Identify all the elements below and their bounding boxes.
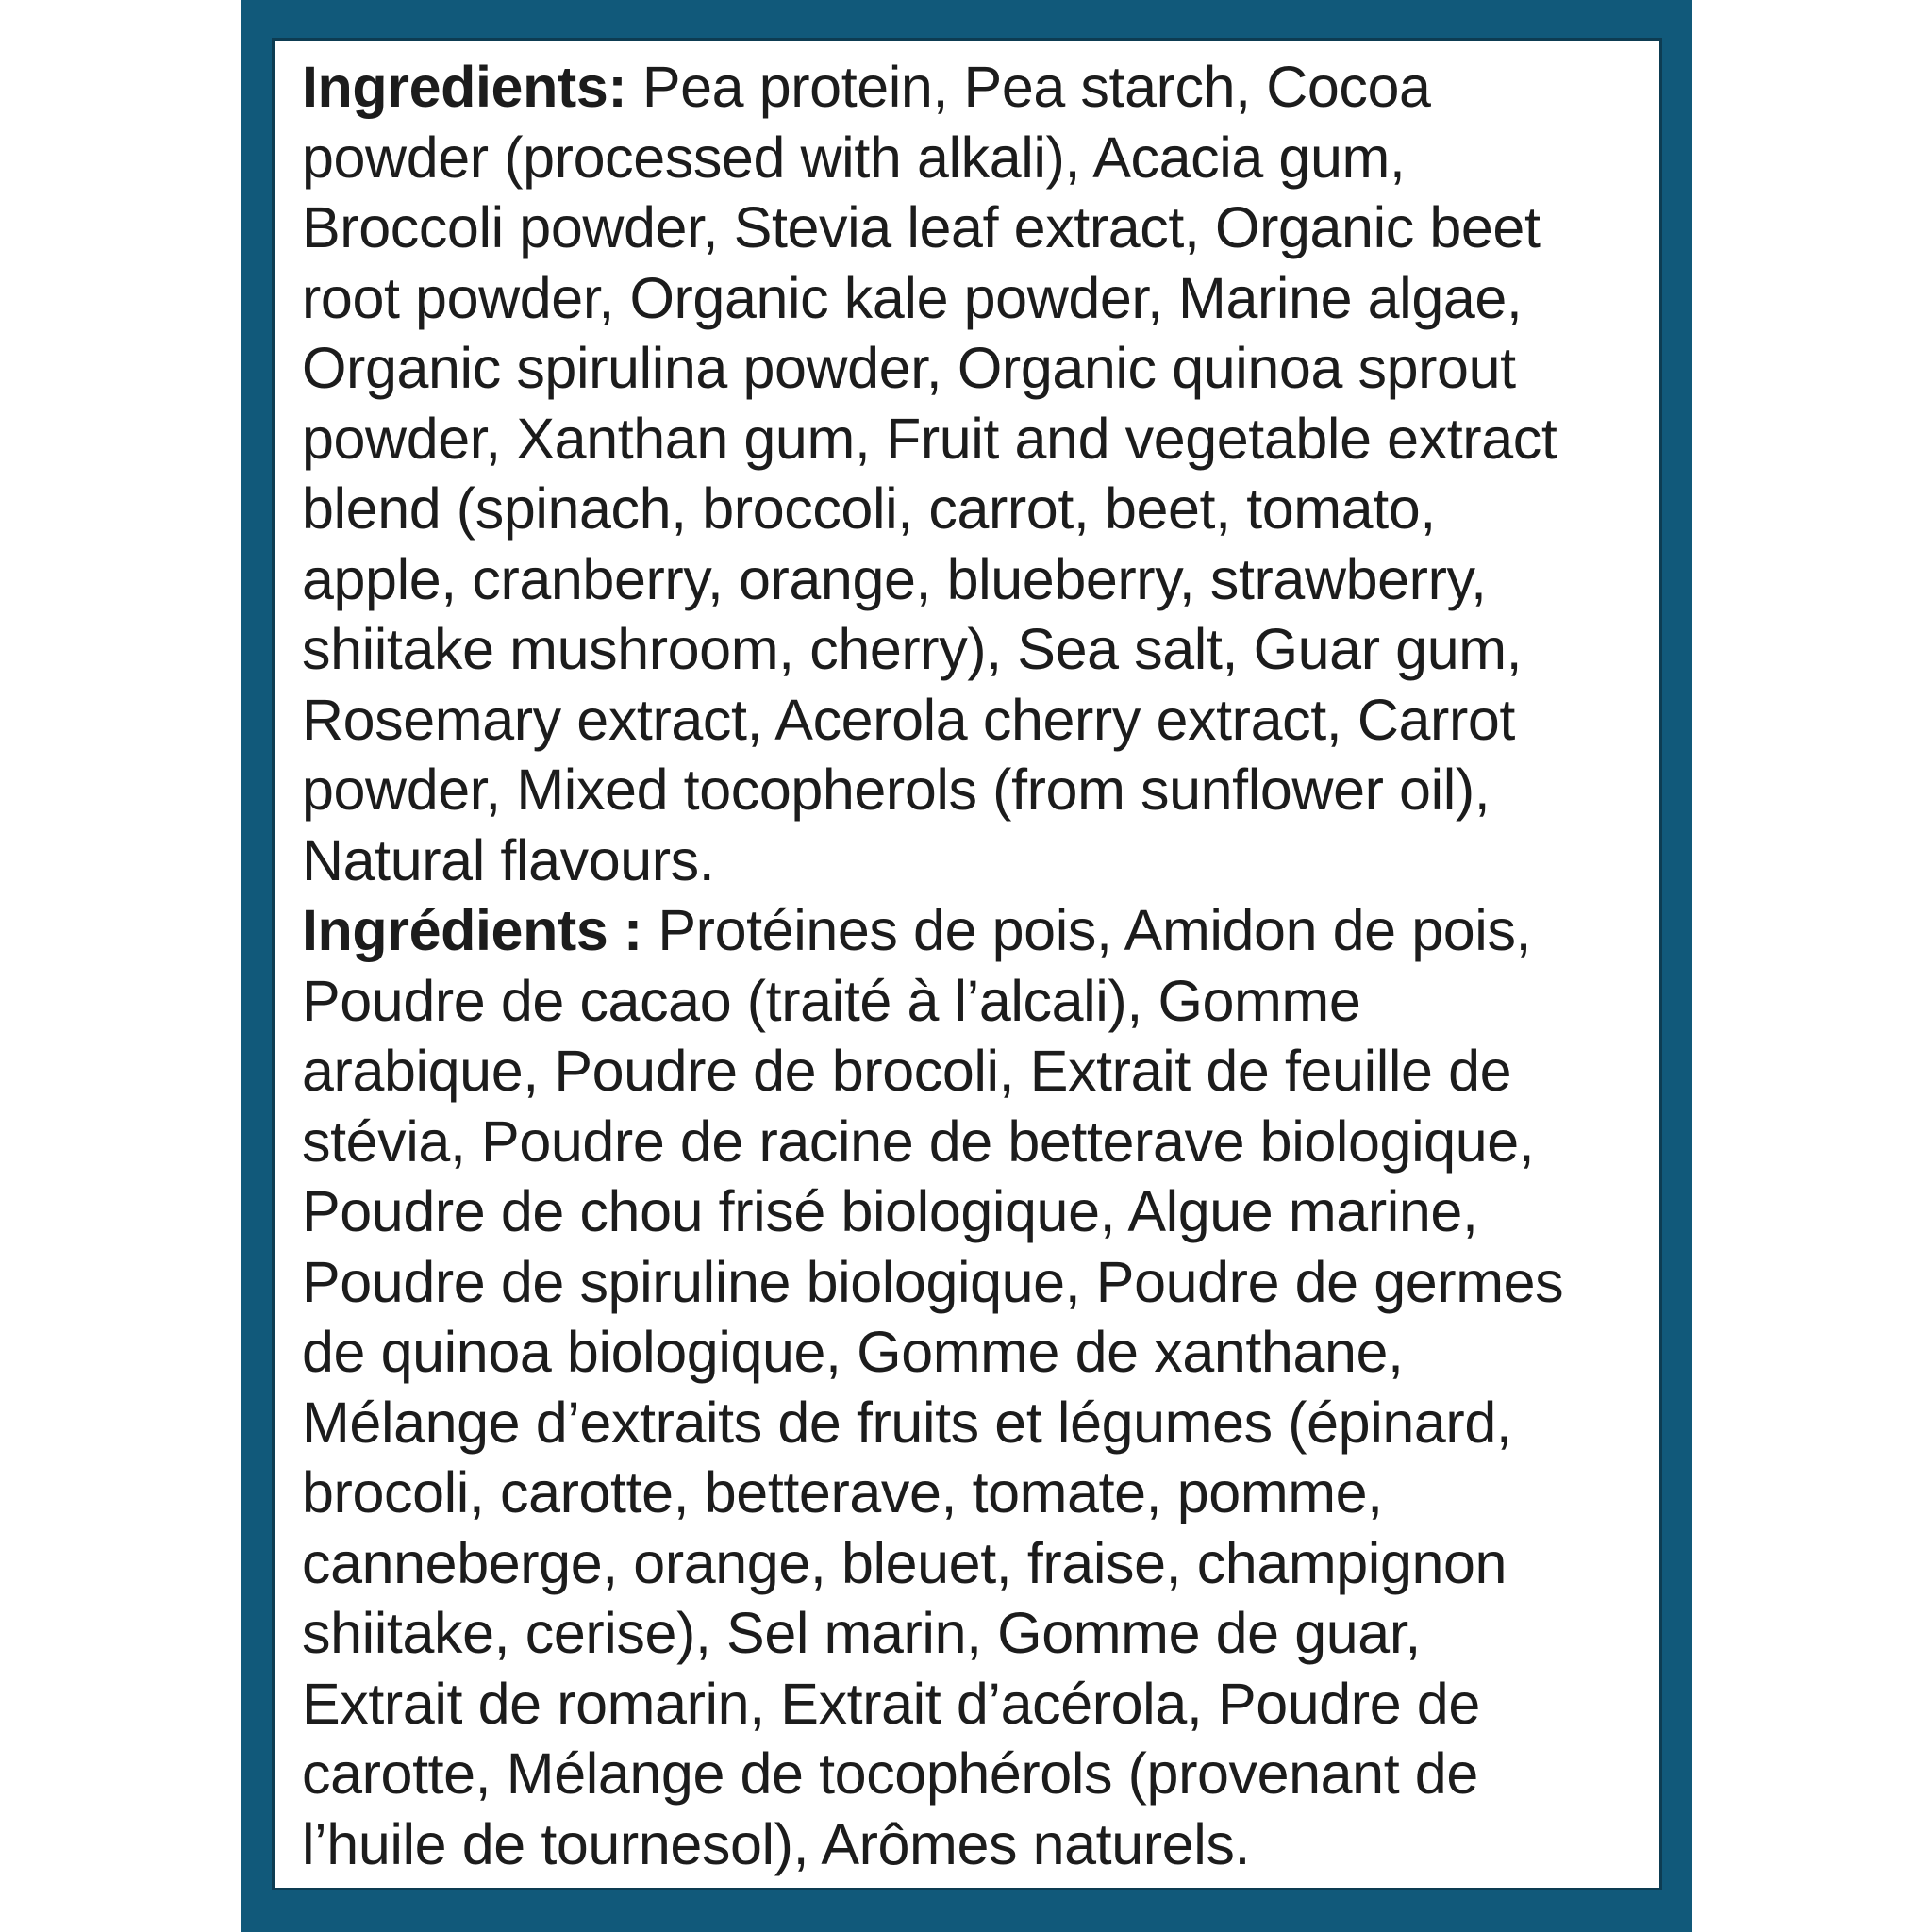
french-ingredients-line: Poudre de cacao (traité à l’alcali), Gomme — [302, 968, 1361, 1033]
english-ingredients-line: Natural flavours. — [302, 827, 715, 892]
english-ingredients-line: apple, cranberry, orange, blueberry, strawberry, — [302, 546, 1487, 611]
english-ingredients-line: blend (spinach, broccoli, carrot, beet, tomato, — [302, 476, 1436, 541]
english-first-line — [302, 52, 1651, 123]
english-ingredients-line: powder, Xanthan gum, Fruit and vegetable extract — [302, 406, 1557, 471]
english-ingredients-line: powder (processed with alkali), Acacia gum, — [302, 125, 1406, 190]
english-ingredients-line: powder, Mixed tocopherols (from sunflower oil), — [302, 758, 1491, 822]
french-ingredients-line: l’huile de tournesol), Arômes naturels. — [302, 1811, 1250, 1876]
french-ingredients-line: stévia, Poudre de racine de betterave biologique, — [302, 1108, 1535, 1174]
french-ingredients-line: Mélange d’extraits de fruits et légumes (épinard, — [302, 1390, 1512, 1455]
english-ingredients-line: Broccoli powder, Stevia leaf extract, Organic beet — [302, 195, 1541, 259]
french-ingredients-line: Poudre de chou frisé biologique, Algue marine, — [302, 1179, 1478, 1243]
french-ingredients-line: shiitake, cerise), Sel marin, Gomme de guar, — [302, 1601, 1421, 1665]
ingredients-label-frame — [242, 0, 1692, 1932]
english-ingredients-line: Rosemary extract, Acerola cherry extract, Carrot — [302, 687, 1515, 752]
french-ingredients-line: Extrait de romarin, Extrait d’acérola, Poudre de — [302, 1671, 1480, 1736]
french-ingredients-line: Poudre de spiruline biologique, Poudre de germes — [302, 1249, 1564, 1314]
ingredients-label-panel — [272, 38, 1662, 1890]
english-ingredients-line: root powder, Organic kale powder, Marine algae, — [302, 265, 1523, 330]
french-ingredients-line: Protéines de pois, Amidon de pois, — [641, 898, 1532, 962]
english-ingredients-heading: Ingredients: — [302, 55, 627, 119]
french-ingredients-heading: Ingrédients : — [302, 898, 642, 962]
english-ingredients-line: shiitake mushroom, cherry), Sea salt, Guar gum, — [302, 617, 1523, 681]
french-ingredients-line: brocoli, carotte, betterave, tomate, pomme, — [302, 1460, 1383, 1524]
ingredients-text-block — [302, 52, 1651, 1879]
english-ingredients-line: Organic spirulina powder, Organic quinoa sprout — [302, 336, 1516, 400]
french-first-line — [302, 895, 1651, 966]
french-ingredients-line: arabique, Poudre de brocoli, Extrait de feuille de — [302, 1039, 1512, 1103]
french-ingredients-line: carotte, Mélange de tocophérols (provenant de — [302, 1741, 1478, 1806]
french-ingredients-line: canneberge, orange, bleuet, fraise, champignon — [302, 1530, 1507, 1595]
english-ingredients-line: Pea protein, Pea starch, Cocoa — [626, 55, 1431, 119]
french-ingredients-line: de quinoa biologique, Gomme de xanthane, — [302, 1320, 1404, 1384]
